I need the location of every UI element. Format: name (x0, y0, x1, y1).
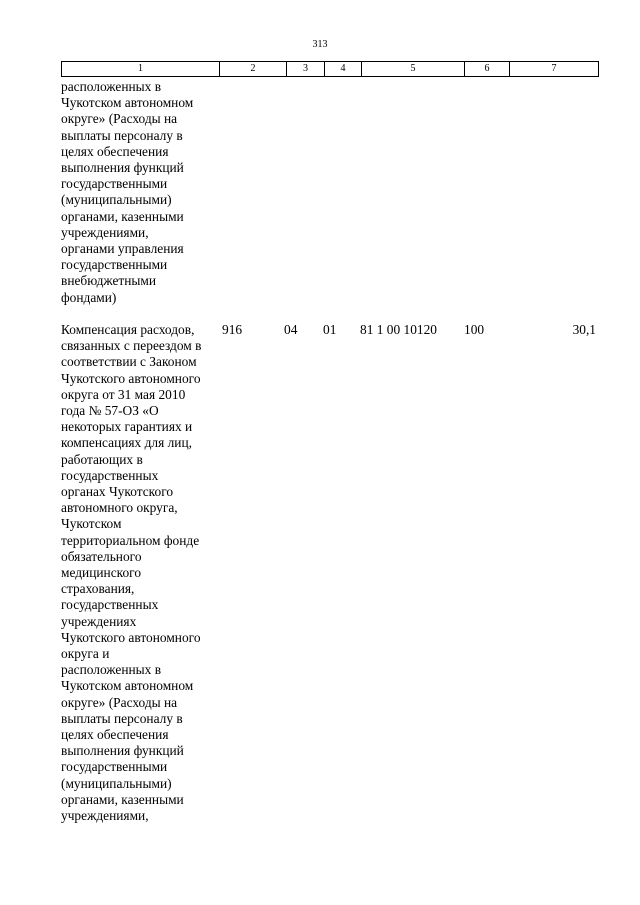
continued-row-name: расположенных в Чукотском автономном округе» (Расходы на выплаты персоналу в целях обеспечения выполнения функций государственными (муниципальными) органами, казенными учреждениями, органами управления государственными внебюджетными фондами) (61, 79, 194, 305)
header-col-1: 1 (62, 62, 220, 77)
row-section-code: 04 (284, 322, 298, 337)
row-subsection-code: 01 (323, 322, 337, 337)
page-number: 313 (312, 39, 328, 50)
column-number-header (61, 61, 599, 77)
row-amount: 30,1 (572, 322, 596, 337)
header-row (62, 62, 599, 77)
row-name: Компенсация расходов, связанных с переездом в соответствии с Законом Чукотского автономного округа от 31 мая 2010 года № 57-ОЗ «О некоторых гарантиях и компенсациях для лиц, работающих в государственных органах Чукотского автономного округа, Чукотском территориальном фонде обязательного медицинского страхования, государственных учреждениях Чукотского автономного округа и расположенных в Чукотском автономном округе» (Расходы на выплаты персоналу в целях обеспечения выполнения функций государственными (муниципальными) органами, казенными учреждениями, (61, 322, 202, 824)
header-col-5: 5 (362, 62, 465, 77)
row-ministry-code: 916 (222, 322, 243, 337)
row-target-article: 81 1 00 10120 (360, 322, 437, 337)
header-col-2: 2 (220, 62, 287, 77)
header-col-4: 4 (325, 62, 362, 77)
header-col-6: 6 (465, 62, 510, 77)
row-expense-type: 100 (464, 322, 485, 337)
header-col-7: 7 (510, 62, 599, 77)
header-col-3: 3 (287, 62, 325, 77)
